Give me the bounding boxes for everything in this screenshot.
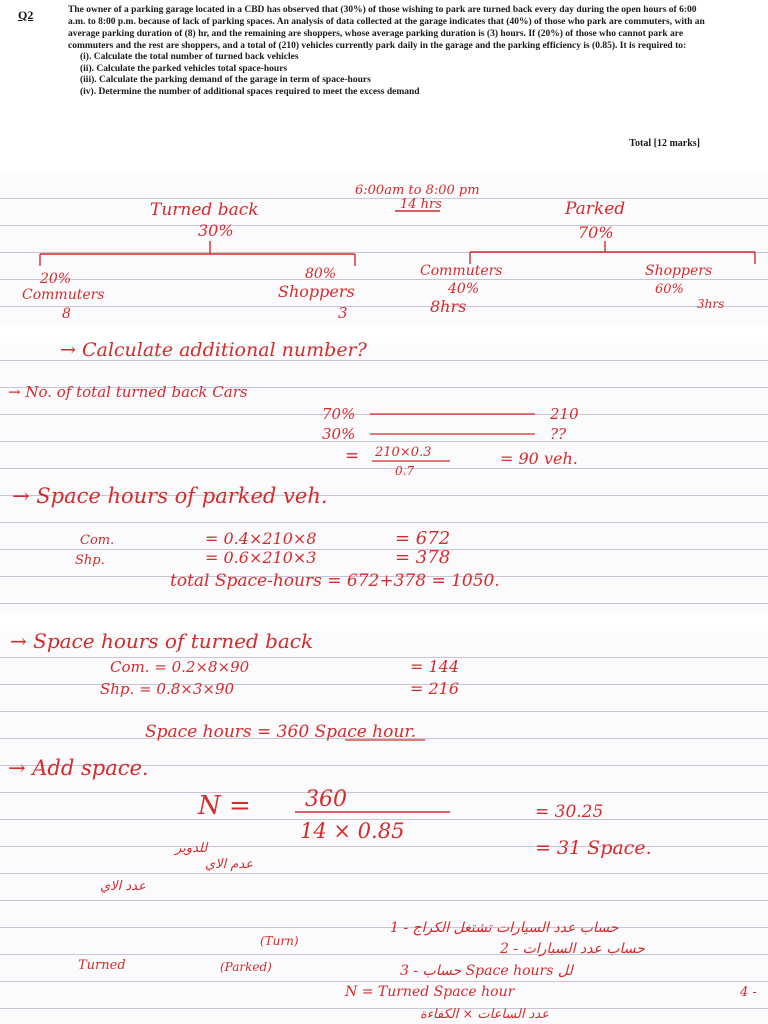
final-formula: N = Turned Space hour [345, 984, 515, 1000]
shp-val: = 378 [395, 547, 451, 568]
ratio-210: 210 [550, 405, 579, 423]
turned-back-pct: 30% [198, 221, 234, 240]
parked-pct: 70% [578, 223, 614, 242]
question-intro: The owner of a parking garage located in a CBD has observed that (30%) of those wishing to park are turned back every day during the open hours of 6:00 a.m. to 8:00 p.m. because of lack of parking spaces. An analysis of data collected at the garage indicates that (40%) of those who park are commuters, with an average parking duration of (8) hr, and the remaining are shoppers, whose average parking duration is (3) hours. If (20%) of those who cannot park are commuters and the rest are shoppers, and a total of (210) vehicles currently park daily in the garage and the parking efficiency is (0.85). It is required to: [68, 5, 705, 51]
parked-note: (Parked) [220, 960, 272, 974]
arabic-step-4: 4 - [740, 985, 757, 1000]
p-shoppers-pct: 60% [655, 282, 684, 297]
n-value-1: = 30.25 [535, 802, 604, 822]
hours-note: 14 hrs [400, 197, 442, 212]
calc-additional: → Calculate additional number? [60, 339, 367, 361]
ratio-30: 30% [322, 425, 356, 443]
total-marks: Total [12 marks] [629, 138, 700, 149]
ratio-equals: = [345, 446, 360, 466]
n-value-2: = 31 Space. [535, 837, 652, 859]
n-numerator: 360 [305, 787, 347, 812]
tb-commuters: Commuters [22, 287, 105, 303]
p-commuters-pct: 40% [448, 281, 480, 297]
arabic-note: للدوير [175, 841, 208, 856]
arabic-note: عدد الاي [100, 879, 146, 894]
ratio-unknown: ?? [550, 425, 567, 443]
arabic-step-2: 2 - حساب عدد السيارات [500, 941, 645, 957]
ratio-70: 70% [322, 405, 356, 423]
com-expr: = 0.4×210×8 [205, 529, 317, 548]
p-shoppers-hr: 3hrs [697, 297, 725, 311]
ratio-result: = 90 veh. [500, 449, 578, 468]
tb-com-val: = 144 [410, 657, 460, 676]
space-hours-parked: → Space hours of parked veh. [12, 484, 328, 508]
arabic-denominator: عدد الساعات × الكفاءة [420, 1007, 549, 1022]
add-space: → Add space. [8, 756, 149, 780]
n-denominator: 14 × 0.85 [300, 819, 405, 843]
parked-label: Parked [565, 199, 626, 219]
p-commuters-hr: 8hrs [430, 297, 467, 316]
tb-commuters-hr: 8 [62, 306, 71, 322]
com-label: Com. [80, 533, 115, 548]
arabic-note: عدم الاي [205, 857, 253, 872]
tb-commuters-pct: 20% [40, 271, 72, 287]
tb-shp-line: Shp. = 0.8×3×90 [100, 680, 235, 698]
p-shoppers: Shoppers [645, 263, 713, 279]
turned-back-label: Turned back [150, 200, 259, 220]
question-item: (iv). Determine the number of additional spaces required to meet the excess demand [80, 86, 420, 97]
p-commuters: Commuters [420, 263, 503, 279]
space-hours-total: Space hours = 360 Space hour. [145, 722, 416, 742]
n-label: N = [198, 791, 251, 821]
tb-shoppers-pct: 80% [305, 266, 337, 282]
tb-com-line: Com. = 0.2×8×90 [110, 658, 250, 676]
turn-note: (Turn) [260, 934, 299, 948]
turned-note: Turned [78, 958, 126, 973]
no-turned-back: → No. of total turned back Cars [8, 383, 248, 401]
tb-shoppers: Shoppers [278, 282, 355, 301]
question-item: (iii). Calculate the parking demand of the garage in term of space-hours [80, 75, 371, 85]
total-space-hours: total Space-hours = 672+378 = 1050. [170, 571, 500, 591]
ratio-frac-bot: 0.7 [395, 464, 415, 478]
arabic-step-1: 1 - حساب عدد السيارات تشتغل الكراج [390, 920, 619, 936]
ratio-frac-top: 210×0.3 [375, 445, 432, 460]
space-hours-turned: → Space hours of turned back [10, 629, 314, 653]
tb-shp-val: = 216 [410, 679, 460, 698]
question-item: (ii). Calculate the parked vehicles total space-hours [80, 63, 288, 74]
question-number: Q2 [18, 8, 34, 22]
time-range: 6:00am to 8:00 pm [355, 183, 480, 198]
com-val: = 672 [395, 528, 451, 549]
question-item: (i). Calculate the total number of turned back vehicles [80, 52, 299, 62]
shp-expr: = 0.6×210×3 [205, 548, 317, 567]
shp-label: Shp. [75, 553, 105, 568]
arabic-step-3: 3 - حساب Space hours لل [400, 963, 573, 979]
tb-shoppers-hr: 3 [338, 304, 348, 322]
